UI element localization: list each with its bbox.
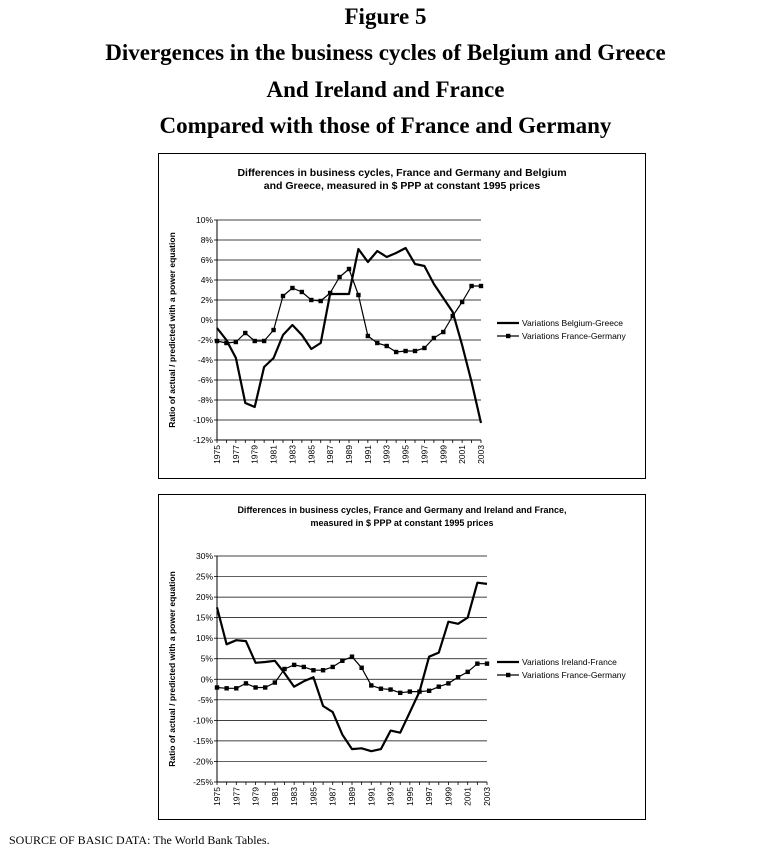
series-variations-france-germany-point — [359, 666, 363, 670]
series-variations-france-germany-point — [385, 344, 389, 348]
x-tick-label: 2003 — [482, 787, 492, 806]
y-tick-label: -4% — [197, 355, 213, 365]
chart-panel-belgium-greece — [158, 153, 646, 479]
y-tick-label: -10% — [193, 715, 213, 726]
x-tick-label: 1997 — [419, 445, 430, 464]
x-tick-label: 1985 — [306, 445, 317, 464]
y-tick-label: 30% — [195, 551, 213, 561]
y-tick-label: -2% — [197, 335, 213, 345]
x-tick-label: 2001 — [457, 445, 468, 464]
series-variations-france-germany-point — [328, 291, 332, 295]
series-variations-france-germany-point — [253, 685, 257, 689]
x-tick-label: 1975 — [212, 787, 222, 806]
series-variations-france-germany-point — [253, 339, 257, 343]
x-tick-label: 1977 — [231, 787, 242, 806]
series-variations-france-germany-point — [394, 350, 398, 354]
series-variations-france-germany-point — [460, 300, 464, 304]
x-tick-label: 1985 — [308, 787, 319, 806]
series-variations-france-germany-point — [337, 275, 341, 279]
series-variations-france-germany-point — [282, 667, 286, 671]
series-variations-france-germany-point — [309, 298, 313, 302]
x-tick-label: 1981 — [269, 787, 280, 806]
series-variations-france-germany-point — [262, 339, 266, 343]
figure-label: Figure 5 — [344, 4, 427, 29]
y-axis-label: Ratio of actual / predicted with a power equation — [167, 571, 177, 767]
series-variations-france-germany-point — [451, 314, 455, 318]
x-tick-label: 1987 — [327, 787, 338, 806]
series-variations-france-germany-point — [432, 336, 436, 340]
series-variations-ireland-france-line — [217, 583, 487, 752]
x-tick-label: 1999 — [443, 787, 454, 806]
series-variations-france-germany-point — [466, 670, 470, 674]
y-tick-label: -8% — [197, 395, 213, 405]
series-variations-france-germany-point — [413, 349, 417, 353]
legend-label: Variations Ireland-France — [522, 657, 617, 667]
series-variations-france-germany-point — [311, 668, 315, 672]
y-tick-label: -20% — [193, 756, 213, 767]
figure-title-line-2: And Ireland and France — [266, 77, 505, 102]
series-variations-france-germany-point — [446, 681, 450, 685]
series-variations-france-germany-point — [479, 284, 483, 288]
series-variations-france-germany-point — [224, 686, 228, 690]
y-tick-label: -6% — [197, 375, 213, 385]
series-variations-france-germany-point — [243, 331, 247, 335]
series-variations-france-germany-point — [388, 687, 392, 691]
y-tick-label: 8% — [200, 235, 213, 245]
legend-marker — [506, 673, 510, 677]
source-note: SOURCE OF BASIC DATA: The World Bank Tables. — [9, 833, 270, 847]
series-variations-france-germany-point — [273, 680, 277, 684]
series-variations-france-germany-point — [302, 665, 306, 669]
x-tick-label: 1997 — [424, 787, 435, 806]
x-tick-label: 1999 — [438, 445, 449, 464]
y-tick-label: -15% — [193, 735, 213, 746]
x-tick-label: 1983 — [287, 445, 298, 464]
x-tick-label: 1979 — [249, 445, 260, 464]
legend-label: Variations France-Germany — [522, 670, 626, 680]
chart-title-line-1: Differences in business cycles, France and Germany and Belgium — [237, 167, 567, 179]
series-variations-france-germany-point — [321, 668, 325, 672]
y-tick-label: 25% — [195, 571, 213, 582]
y-tick-label: -5% — [197, 694, 213, 705]
x-tick-label: 1991 — [362, 445, 373, 464]
series-variations-belgium-greece-line — [217, 248, 481, 423]
series-variations-france-germany-point — [437, 684, 441, 688]
y-tick-label: -10% — [193, 415, 213, 425]
y-tick-label: 10% — [195, 215, 213, 225]
series-variations-france-germany-point — [271, 328, 275, 332]
chart-title-line-2: and Greece, measured in $ PPP at constant 1995 prices — [263, 180, 541, 192]
x-tick-label: 1995 — [400, 445, 411, 464]
series-variations-france-germany-point — [331, 665, 335, 669]
series-variations-france-germany-point — [350, 654, 354, 658]
series-variations-france-germany-point — [281, 294, 285, 298]
x-tick-label: 1993 — [381, 445, 392, 464]
series-variations-france-germany-point — [475, 661, 479, 665]
series-variations-france-germany-point — [234, 686, 238, 690]
y-tick-label: -25% — [193, 777, 213, 787]
y-tick-label: 15% — [195, 612, 213, 623]
series-variations-france-germany-point — [292, 663, 296, 667]
y-tick-label: 5% — [200, 653, 213, 664]
chart-title-line-2: measured in $ PPP at constant 1995 prices — [310, 518, 494, 528]
legend-marker — [506, 334, 510, 338]
series-variations-france-germany-point — [422, 346, 426, 350]
x-tick-label: 1989 — [344, 445, 354, 464]
series-variations-france-germany-point — [398, 691, 402, 695]
series-variations-france-germany-point — [375, 341, 379, 345]
x-tick-label: 1995 — [404, 787, 415, 806]
chart-ireland-france — [159, 495, 645, 819]
x-tick-label: 1975 — [212, 445, 222, 464]
x-tick-label: 1987 — [325, 445, 336, 464]
y-tick-label: -12% — [193, 435, 213, 445]
y-tick-label: 0% — [200, 674, 213, 685]
series-variations-france-germany-point — [441, 330, 445, 334]
x-tick-label: 1991 — [366, 787, 377, 806]
chart-panel-ireland-france — [158, 494, 646, 820]
y-tick-label: 6% — [200, 255, 213, 265]
series-variations-france-germany-point — [469, 284, 473, 288]
series-variations-france-germany-point — [234, 340, 238, 344]
series-variations-france-germany-point — [366, 334, 370, 338]
series-variations-france-germany-point — [224, 341, 228, 345]
x-tick-label: 1981 — [268, 445, 279, 464]
figure-title-line-1: Divergences in the business cycles of Belgium and Greece — [105, 40, 666, 65]
y-axis-label: Ratio of actual / predicted with a power equation — [167, 232, 177, 428]
x-tick-label: 1993 — [385, 787, 396, 806]
series-variations-france-germany-point — [340, 659, 344, 663]
y-tick-label: 2% — [200, 295, 213, 305]
x-tick-label: 2001 — [462, 787, 473, 806]
y-tick-label: 4% — [200, 275, 213, 285]
series-variations-france-germany-point — [408, 689, 412, 693]
series-variations-france-germany-point — [347, 267, 351, 271]
figure-title-line-3: Compared with those of France and Germany — [159, 113, 612, 138]
series-variations-france-germany-point — [379, 687, 383, 691]
x-tick-label: 1977 — [230, 445, 241, 464]
series-variations-france-germany-point — [263, 685, 267, 689]
series-variations-france-germany-point — [244, 681, 248, 685]
y-tick-label: 20% — [195, 592, 213, 603]
y-tick-label: 10% — [195, 633, 213, 644]
chart-title-line-1: Differences in business cycles, France and Germany and Ireland and France, — [237, 505, 567, 515]
series-variations-france-germany-point — [417, 689, 421, 693]
x-tick-label: 1979 — [250, 787, 261, 806]
series-variations-france-germany-point — [215, 339, 219, 343]
legend-label: Variations France-Germany — [522, 331, 626, 341]
series-variations-france-germany-point — [456, 675, 460, 679]
x-tick-label: 1983 — [289, 787, 300, 806]
y-tick-label: 0% — [200, 315, 213, 325]
legend-label: Variations Belgium-Greece — [522, 318, 623, 328]
chart-belgium-greece — [159, 154, 645, 478]
series-variations-france-germany-point — [369, 683, 373, 687]
series-variations-france-germany-point — [300, 290, 304, 294]
series-variations-france-germany-point — [485, 661, 489, 665]
x-tick-label: 1989 — [347, 787, 357, 806]
series-variations-france-germany-point — [290, 286, 294, 290]
series-variations-france-germany-point — [403, 349, 407, 353]
series-variations-france-germany-point — [356, 293, 360, 297]
x-tick-label: 2003 — [476, 445, 486, 464]
series-variations-france-germany-point — [215, 685, 219, 689]
series-variations-france-germany-point — [319, 299, 323, 303]
series-variations-france-germany-point — [427, 689, 431, 693]
